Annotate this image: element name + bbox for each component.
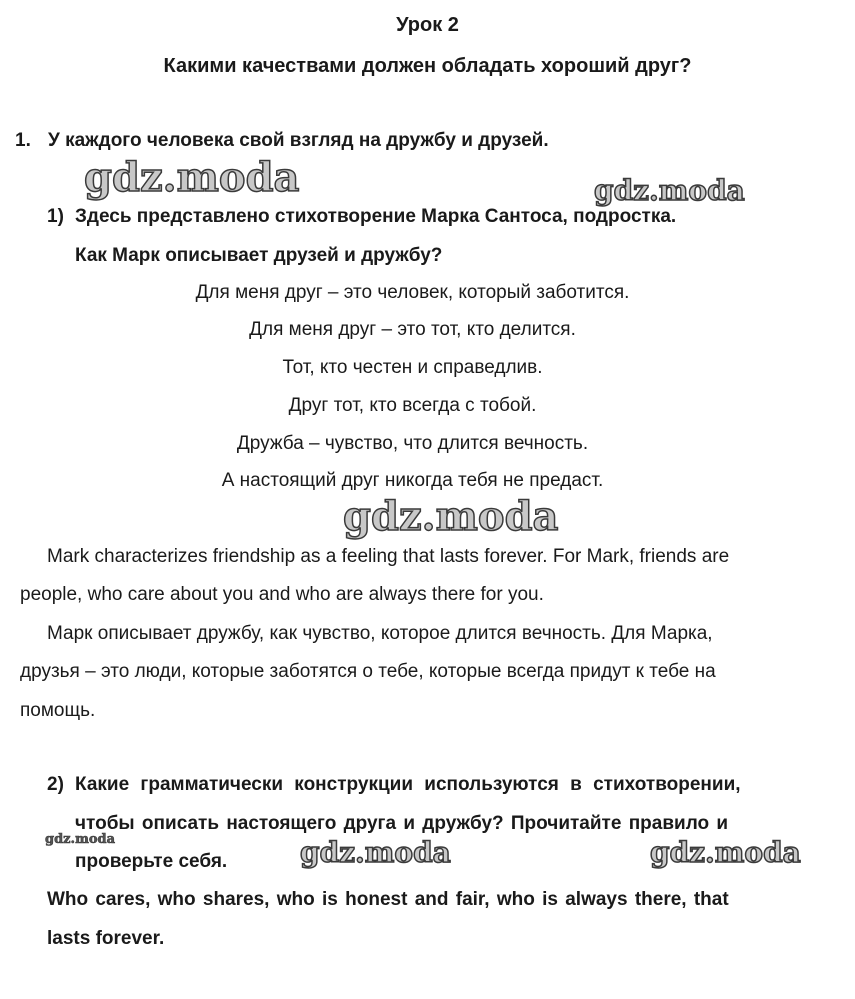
watermark: gdz.moda xyxy=(84,154,300,201)
poem-line: Тот, кто честен и справедлив. xyxy=(282,357,543,378)
poem-line: Для меня друг – это человек, который заботится. xyxy=(195,282,630,303)
answer-ru-line3: помощь. xyxy=(20,700,96,721)
poem-line: А настоящий друг никогда тебя не предаст. xyxy=(221,470,604,491)
poem-line: Дружба – чувство, что длится вечность. xyxy=(236,433,589,454)
watermark: gdz.moda xyxy=(343,493,559,540)
answer-ru-line2: друзья – это люди, которые заботятся о тебе, которые всегда придут к тебе на xyxy=(20,661,716,682)
task1-number: 1. xyxy=(15,130,31,151)
poem-line: Друг тот, кто всегда с тобой. xyxy=(288,395,537,416)
lesson-title: Урок 2 xyxy=(396,14,459,36)
watermark: gdz.moda xyxy=(300,836,451,869)
subtask2-answer-line1: Who cares, who shares, who is honest and fair, who is always there, that xyxy=(47,889,729,910)
subtask2-line3: проверьте себя. xyxy=(75,851,228,872)
answer-ru-line1: Марк описывает дружбу, как чувство, которое длится вечность. Для Марка, xyxy=(47,623,713,644)
task1-text: У каждого человека свой взгляд на дружбу и друзей. xyxy=(48,130,549,151)
subtask1-number: 1) xyxy=(47,206,64,227)
lesson-subtitle: Какими качествами должен обладать хороший друг? xyxy=(163,55,692,77)
subtask2-line2: чтобы описать настоящего друга и дружбу? Прочитайте правило и xyxy=(75,813,729,834)
subtask2-line1: Какие грамматически конструкции используются в стихотворении, xyxy=(75,774,741,795)
subtask2-number: 2) xyxy=(47,774,64,795)
watermark: gdz.moda xyxy=(650,836,801,869)
subtask1-line1: Здесь представлено стихотворение Марка Сантоса, подростка. xyxy=(75,206,677,227)
subtask2-answer-line2: lasts forever. xyxy=(47,928,165,949)
watermark-small: gdz.moda xyxy=(45,832,116,847)
answer-en-line2: people, who care about you and who are always there for you. xyxy=(20,584,544,605)
watermark: gdz.moda xyxy=(594,174,745,207)
answer-en-line1: Mark characterizes friendship as a feeling that lasts forever. For Mark, friends are xyxy=(47,546,730,567)
poem-line: Для меня друг – это тот, кто делится. xyxy=(249,319,576,340)
subtask1-line2: Как Марк описывает друзей и дружбу? xyxy=(75,245,443,266)
